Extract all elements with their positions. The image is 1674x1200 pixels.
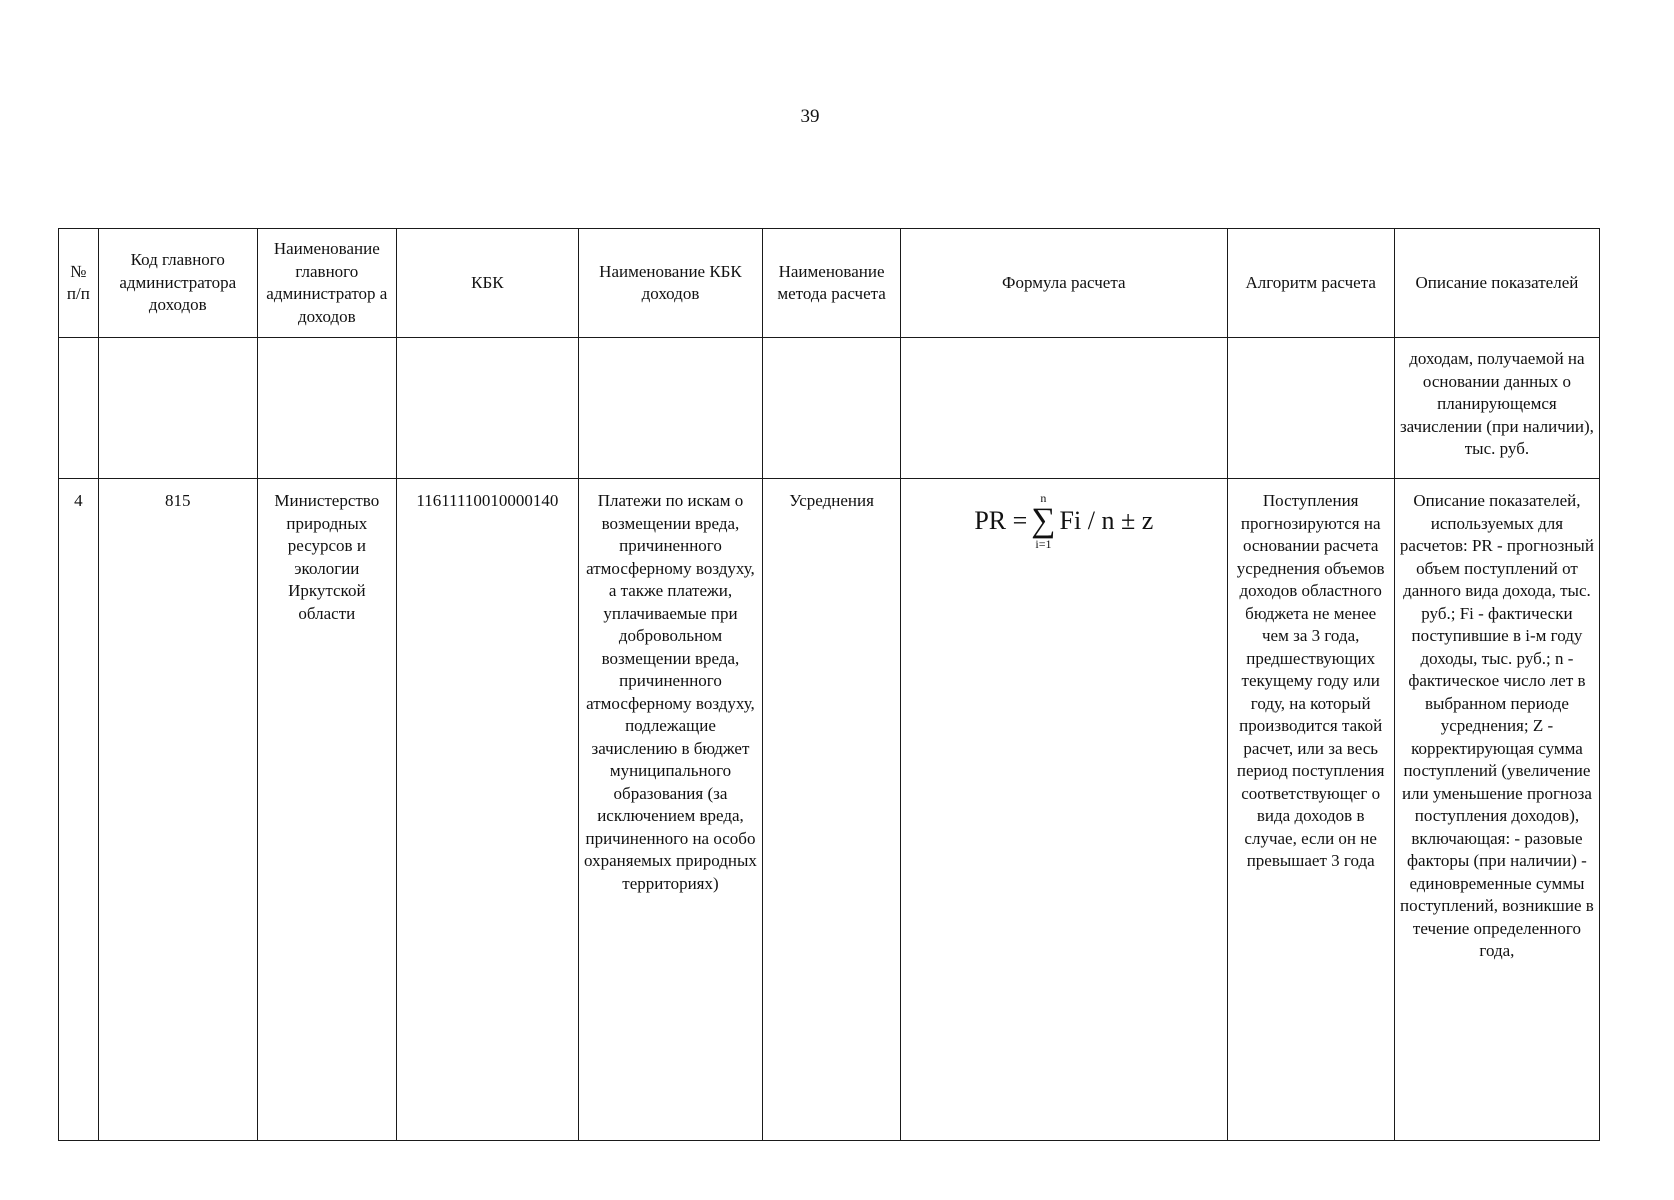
cell-description: Описание показателей, используемых для расчетов: PR - прогнозный объем поступлений от данного вида дохода, тыс. руб.; Fi - фактически поступившие в i-м году доходы, тыс. руб.; n - фактическое число лет в выбранном периоде усреднения; Z - корректирующая сумма поступлений (увеличение или уменьшение прогноза поступления доходов), включающая: - разовые факторы (при наличии) - единовременные суммы поступлений, возникшие в течение определенного года,	[1394, 479, 1599, 1141]
header-kbk: КБК	[396, 229, 578, 338]
header-num: № п/п	[59, 229, 99, 338]
sigma-symbol	[1031, 492, 1055, 550]
cell-kbk: 11611110010000140	[396, 479, 578, 1141]
header-admin-name: Наименование главного администратор а доходов	[257, 229, 396, 338]
cell-admin-code	[98, 338, 257, 479]
table-row	[59, 479, 1600, 1141]
cell-description: доходам, получаемой на основании данных о планирующемся зачислении (при наличии), тыс. руб.	[1394, 338, 1599, 479]
header-algorithm: Алгоритм расчета	[1227, 229, 1394, 338]
cell-method	[763, 338, 901, 479]
header-admin-code: Код главного администратора доходов	[98, 229, 257, 338]
page-number: 39	[800, 106, 820, 127]
header-kbk-name: Наименование КБК доходов	[578, 229, 762, 338]
cell-admin-name	[257, 338, 396, 479]
cell-admin-name: Министерство природных ресурсов и экологии Иркутской области	[257, 479, 396, 1141]
cell-kbk	[396, 338, 578, 479]
cell-kbk-name: Платежи по искам о возмещении вреда, причиненного атмосферному воздуху, а также платежи, уплачиваемые при добровольном возмещении вреда, причиненного атмосферному воздуху, подлежащие зачислению в бюджет муниципального образования (за исключением вреда, причиненного на особо охраняемых природных территориях)	[578, 479, 762, 1141]
sigma-icon: ∑	[1031, 502, 1056, 539]
formula	[974, 492, 1153, 550]
sigma-upper-limit: n	[1040, 491, 1047, 505]
cell-formula	[901, 479, 1227, 1141]
header-formula: Формула расчета	[901, 229, 1227, 338]
cell-formula	[901, 338, 1227, 479]
cell-kbk-name	[578, 338, 762, 479]
table-header-row	[59, 229, 1600, 338]
cell-num: 4	[59, 479, 99, 1141]
cell-method: Усреднения	[763, 479, 901, 1141]
header-method: Наименование метода расчета	[763, 229, 901, 338]
formula-rhs: Fi / n ± z	[1059, 505, 1154, 535]
formula-lhs: PR =	[974, 505, 1028, 535]
cell-algorithm: Поступления прогнозируются на основании расчета усреднения объемов доходов областного бюджета не менее чем за 3 года, предшествующих текущему году или году, на который производится такой расчет, или за весь период поступления соответствующег о вида доходов в случае, если он не превышает 3 года	[1227, 479, 1394, 1141]
sigma-lower-limit: i=1	[1035, 537, 1052, 551]
header-description: Описание показателей	[1394, 229, 1599, 338]
cell-admin-code: 815	[98, 479, 257, 1141]
table-row	[59, 338, 1600, 479]
cell-num	[59, 338, 99, 479]
cell-algorithm	[1227, 338, 1394, 479]
revenue-methods-table	[58, 228, 1600, 1141]
